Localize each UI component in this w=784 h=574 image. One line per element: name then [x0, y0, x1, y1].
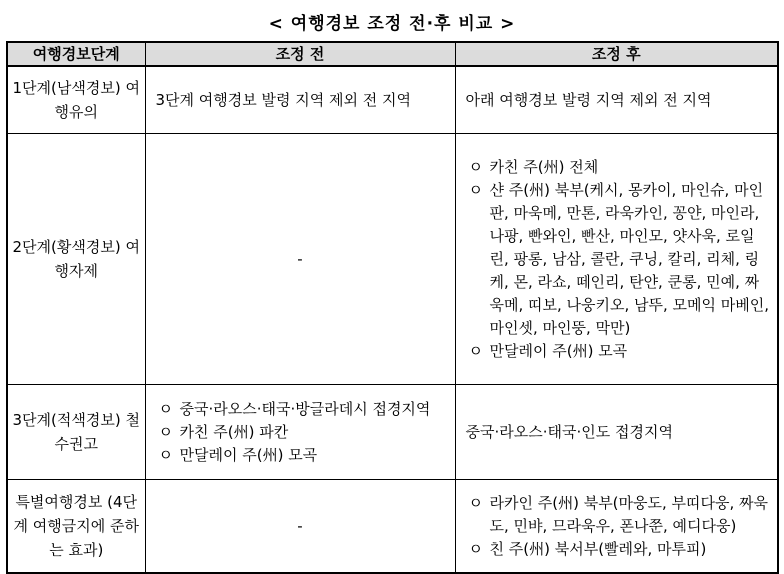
list-item [159, 421, 448, 444]
before-cell [145, 385, 455, 480]
table-row [7, 134, 778, 385]
travel-advisory-table [6, 41, 779, 574]
list-item-text: 카친 주(州) 전체 [489, 157, 599, 176]
list-item-text: 만달레이 주(州) 모곡 [489, 341, 628, 360]
stage-cell: 2단계(황색경보) 여행자제 [7, 134, 145, 385]
list-item [469, 179, 771, 340]
bullet-icon: ㅇ [158, 399, 173, 418]
header-stage: 여행경보단계 [7, 42, 145, 66]
list-item-text: 라카인 주(州) 북부(마웅도, 부띠다웅, 짜욱도, 민뱌, 므라욱우, 폰나쭌, 예디다웅) [489, 493, 769, 535]
list-item [469, 538, 771, 561]
list-item [469, 340, 771, 363]
before-cell: 3단계 여행경보 발령 지역 제외 전 지역 [145, 66, 455, 134]
list-item-text: 친 주(州) 북서부(빨레와, 마투피) [489, 539, 707, 558]
stage-cell: 1단계(남색경보) 여행유의 [7, 66, 145, 134]
header-after: 조정 후 [455, 42, 778, 66]
header-before: 조정 전 [145, 42, 455, 66]
list-item-text: 샨 주(州) 북부(케시, 몽카이, 마인슈, 마인판, 마욱메, 만톤, 라욱카인, 꽁얀, 마인라, 나팡, 빤와인, 빤산, 마인모, 얏사욱, 로일린, 팡롱, 남삼, 콜란, 쿠닝, 칼리, 리체, 링케, 몬, 라쇼, 떼인리, 탄얀, 쿤롱, 민예, 짜욱메, 띠보, 나웅키오, 남뚜, 모메익 마베인, 마인셋, 마인뚱, 막만) [489, 180, 770, 337]
bullet-icon: ㅇ [468, 539, 483, 558]
bullet-icon: ㅇ [158, 422, 173, 441]
stage-cell: 3단계(적색경보) 철수권고 [7, 385, 145, 480]
after-list [457, 156, 777, 363]
list-item [159, 398, 448, 421]
list-item-text: 카친 주(州) 파칸 [179, 422, 289, 441]
before-cell: - [145, 134, 455, 385]
table-header-row [7, 42, 778, 66]
list-item [469, 156, 771, 179]
before-list [147, 398, 454, 467]
after-cell: 중국·라오스·태국·인도 접경지역 [455, 385, 778, 480]
table-row [7, 385, 778, 480]
before-cell: - [145, 480, 455, 574]
list-item [159, 444, 448, 467]
bullet-icon: ㅇ [468, 493, 483, 512]
bullet-icon: ㅇ [158, 445, 173, 464]
list-item [469, 492, 771, 538]
bullet-icon: ㅇ [468, 180, 483, 199]
bullet-icon: ㅇ [468, 157, 483, 176]
stage-cell: 특별여행경보 (4단계 여행금지에 준하는 효과) [7, 480, 145, 574]
list-item-text: 만달레이 주(州) 모곡 [179, 445, 318, 464]
after-cell [455, 134, 778, 385]
after-cell [455, 480, 778, 574]
after-list [457, 492, 777, 561]
bullet-icon: ㅇ [468, 341, 483, 360]
list-item-text: 중국·라오스·태국·방글라데시 접경지역 [179, 399, 431, 418]
table-row [7, 480, 778, 574]
table-row [7, 66, 778, 134]
page-title: < 여행경보 조정 전·후 비교 > [268, 14, 516, 34]
after-cell: 아래 여행경보 발령 지역 제외 전 지역 [455, 66, 778, 134]
